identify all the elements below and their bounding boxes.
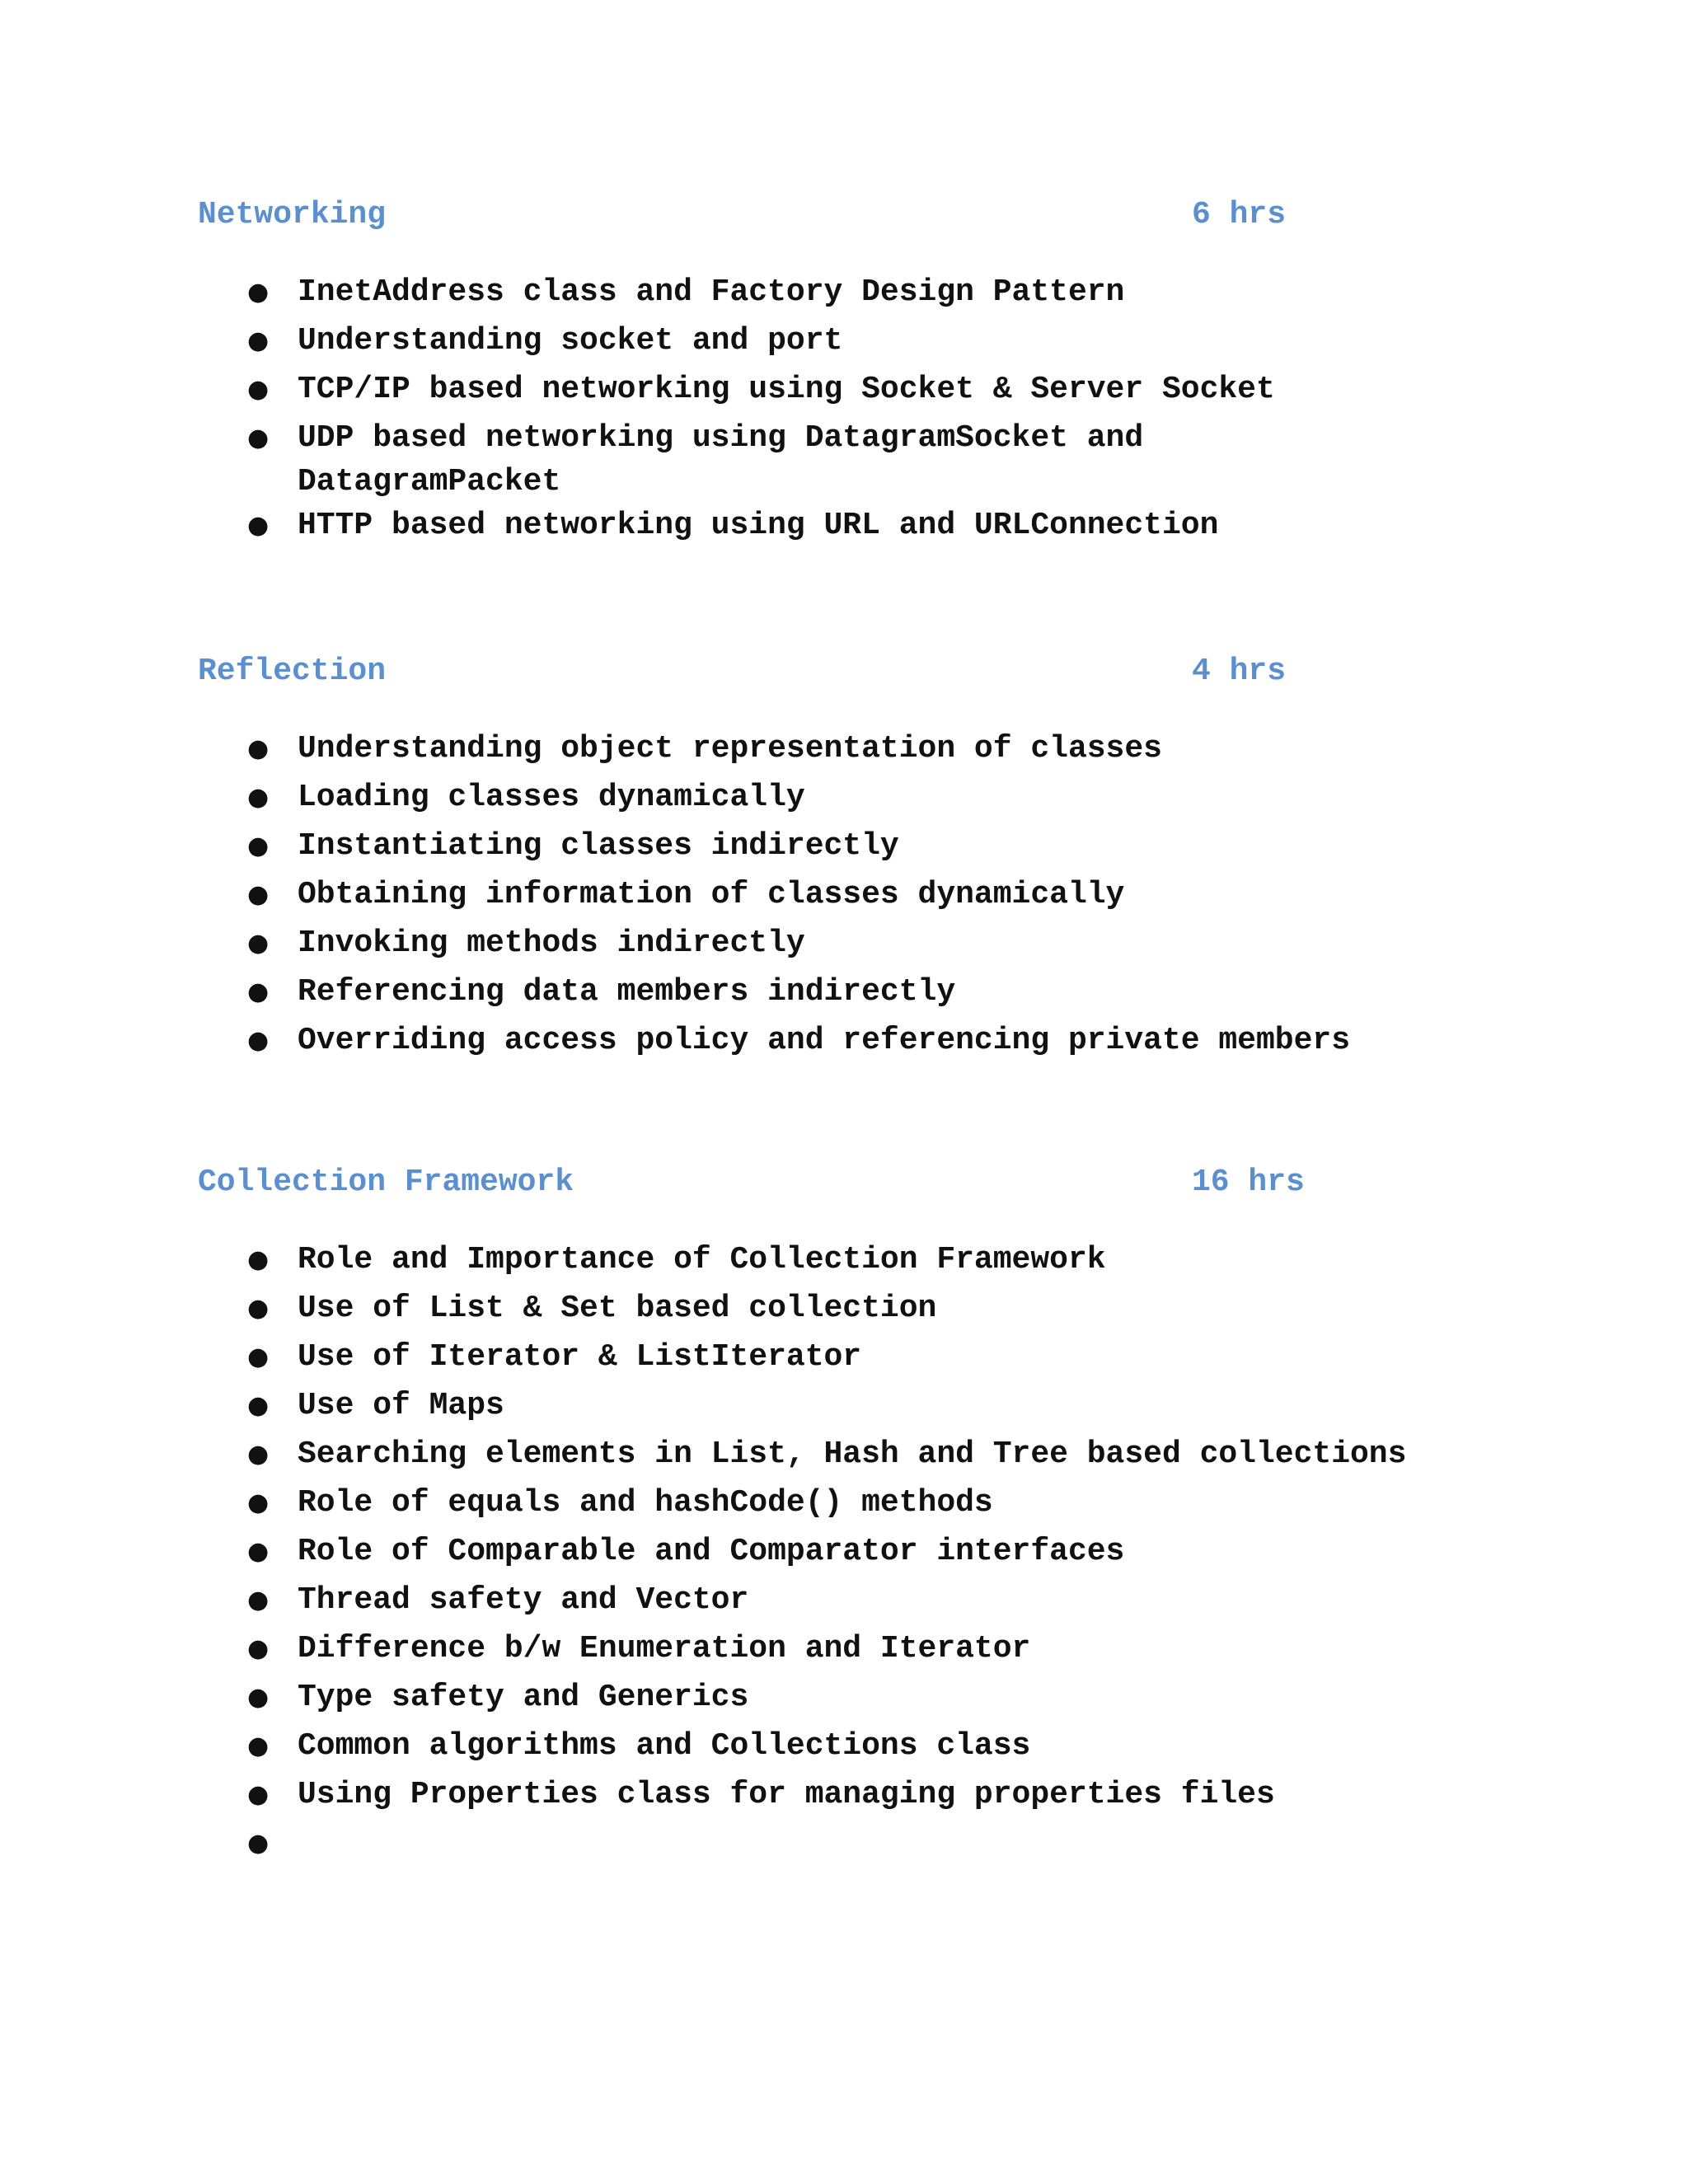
- list-item: [0, 416, 1688, 504]
- bullet-icon: ●: [247, 424, 270, 452]
- topic-text: Type safety and Generics: [298, 1680, 749, 1715]
- topic-text: TCP/IP based networking using Socket & Server Socket: [298, 372, 1275, 407]
- section-header: [0, 1162, 1688, 1203]
- bullet-icon: ●: [247, 1537, 270, 1566]
- section-title: Networking: [198, 197, 387, 232]
- bullet-icon: ●: [247, 1780, 270, 1809]
- list-item: [0, 1384, 1688, 1432]
- topic-text: Common algorithms and Collections class: [298, 1728, 1031, 1764]
- bullet-icon: ●: [247, 375, 270, 404]
- bullet-icon: ●: [247, 326, 270, 355]
- list-item: [0, 776, 1688, 824]
- section-header: [0, 651, 1688, 692]
- section-hours: 16 hrs: [1192, 1165, 1305, 1200]
- list-item: [0, 1578, 1688, 1627]
- section-hours: 4 hrs: [1192, 654, 1287, 689]
- list-item: [0, 1286, 1688, 1335]
- bullet-icon: ●: [247, 511, 270, 540]
- topic-text: Obtaining information of classes dynamically: [298, 877, 1125, 912]
- topic-text: Thread safety and Vector: [298, 1582, 749, 1618]
- list-item: [0, 1238, 1688, 1286]
- bullet-icon: ●: [247, 832, 270, 860]
- list-item: [0, 1019, 1688, 1067]
- topic-text: Loading classes dynamically: [298, 780, 805, 815]
- topic-text: Instantiating classes indirectly: [298, 828, 899, 864]
- bullet-icon: ●: [247, 734, 270, 763]
- list-item: [0, 504, 1688, 552]
- topic-list: [0, 1238, 1688, 1870]
- bullet-icon: ●: [247, 783, 270, 812]
- list-item: [0, 1627, 1688, 1675]
- bullet-icon: ●: [247, 1732, 270, 1760]
- bullet-icon: ●: [247, 1683, 270, 1712]
- topic-text: HTTP based networking using URL and URLConnection: [298, 508, 1219, 543]
- topic-text: Searching elements in List, Hash and Tree based collections: [298, 1436, 1407, 1472]
- bullet-icon: ●: [247, 1586, 270, 1615]
- list-item: [0, 727, 1688, 776]
- list-item: [0, 824, 1688, 873]
- section-hours: 6 hrs: [1192, 197, 1287, 232]
- topic-text: Referencing data members indirectly: [298, 974, 956, 1010]
- topic-text: Overriding access policy and referencing private members: [298, 1023, 1351, 1058]
- list-item: [0, 921, 1688, 970]
- list-item: [0, 1821, 1688, 1870]
- list-item: [0, 1773, 1688, 1821]
- topic-text: Difference b/w Enumeration and Iterator: [298, 1631, 1031, 1666]
- topic-text: Use of List & Set based collection: [298, 1291, 937, 1326]
- section-title: Reflection: [198, 654, 387, 689]
- bullet-icon: ●: [247, 977, 270, 1006]
- bullet-icon: ●: [247, 1634, 270, 1663]
- bullet-icon: ●: [247, 1488, 270, 1517]
- topic-text: Use of Maps: [298, 1388, 504, 1423]
- list-item: [0, 270, 1688, 319]
- topic-text: Role and Importance of Collection Framework: [298, 1242, 1106, 1277]
- bullet-icon: ●: [247, 1829, 270, 1858]
- section-title: Collection Framework: [198, 1165, 574, 1200]
- bullet-icon: ●: [247, 1245, 270, 1274]
- topic-text: Invoking methods indirectly: [298, 926, 805, 961]
- list-item: [0, 1481, 1688, 1530]
- bullet-icon: ●: [247, 1440, 270, 1469]
- list-item: [0, 1335, 1688, 1384]
- topic-text: InetAddress class and Factory Design Pattern: [298, 274, 1125, 310]
- topic-text: Role of Comparable and Comparator interfaces: [298, 1534, 1125, 1569]
- list-item: [0, 1530, 1688, 1578]
- list-item: [0, 1432, 1688, 1481]
- list-item: [0, 873, 1688, 921]
- topic-text: Understanding object representation of classes: [298, 731, 1162, 766]
- bullet-icon: ●: [247, 1294, 270, 1323]
- list-item: [0, 319, 1688, 368]
- bullet-icon: ●: [247, 880, 270, 909]
- bullet-icon: ●: [247, 1026, 270, 1055]
- topic-text: Using Properties class for managing properties files: [298, 1777, 1275, 1812]
- bullet-icon: ●: [247, 929, 270, 958]
- bullet-icon: ●: [247, 1391, 270, 1420]
- list-item: [0, 970, 1688, 1019]
- bullet-icon: ●: [247, 278, 270, 307]
- topic-list: [0, 727, 1688, 1067]
- topic-text: UDP based networking using DatagramSocket and DatagramPacket: [298, 420, 1162, 499]
- list-item: [0, 368, 1688, 416]
- bullet-icon: ●: [247, 1343, 270, 1371]
- topic-text: Role of equals and hashCode() methods: [298, 1485, 993, 1521]
- topic-list: [0, 270, 1688, 552]
- topic-text: Understanding socket and port: [298, 323, 843, 359]
- topic-text: Use of Iterator & ListIterator: [298, 1339, 862, 1375]
- list-item: [0, 1675, 1688, 1724]
- list-item: [0, 1724, 1688, 1773]
- section-header: [0, 194, 1688, 236]
